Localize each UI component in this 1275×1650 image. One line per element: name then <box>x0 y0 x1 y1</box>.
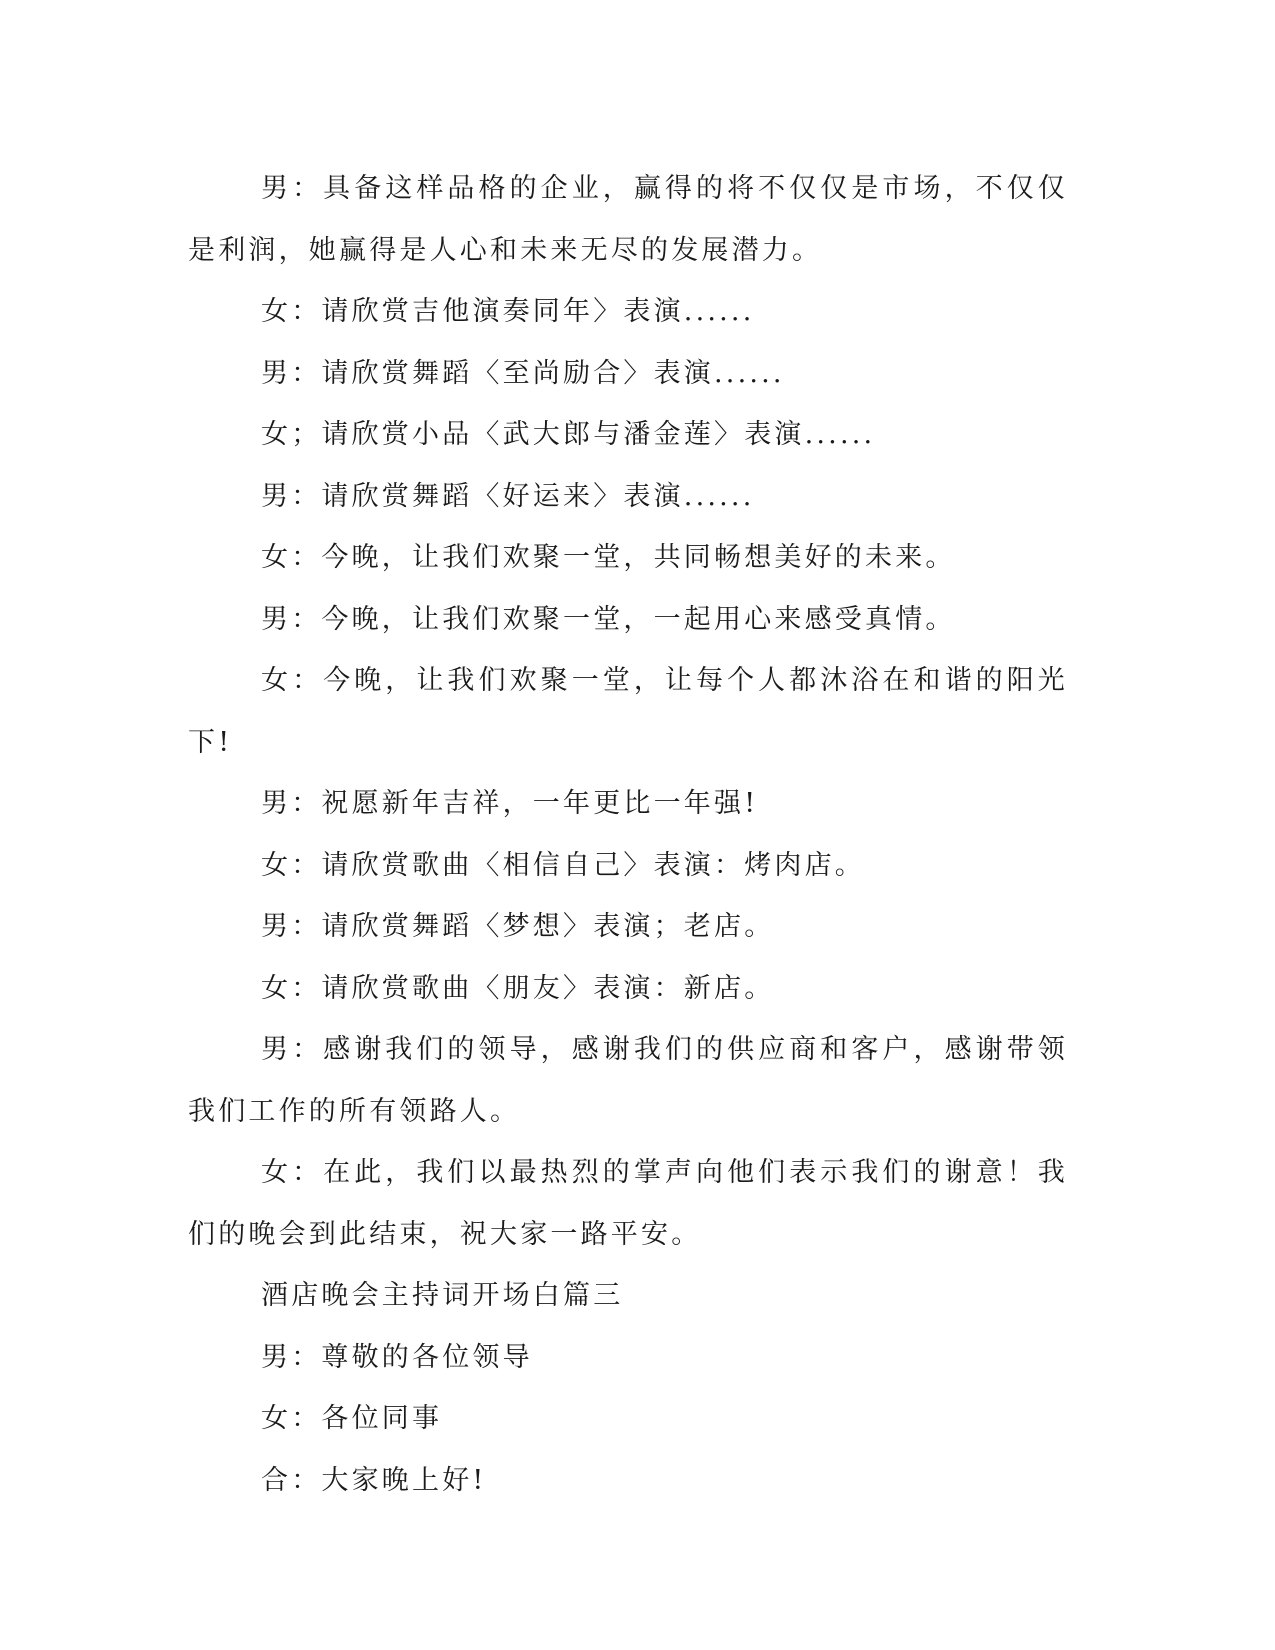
paragraph: 男：今晚，让我们欢聚一堂，一起用心来感受真情。 <box>261 603 956 635</box>
paragraph: 男：尊敬的各位领导 <box>261 1341 533 1373</box>
document-body <box>188 158 1068 1511</box>
paragraph: 女：请欣赏吉他演奏同年〉表演...... <box>261 296 755 327</box>
paragraph: 男：感谢我们的领导，感谢我们的供应商和客户，感谢带领我们工作的所有领路人。 <box>188 1034 1068 1127</box>
paragraph: 男：请欣赏舞蹈〈至尚励合〉表演...... <box>261 357 785 389</box>
paragraph: 男：祝愿新年吉祥，一年更比一年强! <box>261 788 759 819</box>
paragraph: 女：今晚，让我们欢聚一堂，让每个人都沐浴在和谐的阳光下! <box>188 665 1068 758</box>
paragraph: 男：具备这样品格的企业，赢得的将不仅仅是市场，不仅仅是利润，她赢得是人心和未来无尽的发展潜力。 <box>188 173 1068 266</box>
paragraph: 女：在此，我们以最热烈的掌声向他们表示我们的谢意！我们的晚会到此结束，祝大家一路平安。 <box>188 1157 1068 1250</box>
paragraph: 女；请欣赏小品〈武大郎与潘金莲〉表演...... <box>261 419 876 450</box>
paragraph: 女：各位同事 <box>261 1403 443 1434</box>
paragraph: 女：请欣赏歌曲〈朋友〉表演：新店。 <box>261 972 775 1004</box>
section-heading: 酒店晚会主持词开场白篇三 <box>261 1280 624 1311</box>
paragraph: 男：请欣赏舞蹈〈梦想〉表演；老店。 <box>261 911 775 942</box>
paragraph: 合：大家晚上好! <box>261 1464 487 1496</box>
paragraph: 女：请欣赏歌曲〈相信自己〉表演：烤肉店。 <box>261 849 865 881</box>
paragraph: 女：今晚，让我们欢聚一堂，共同畅想美好的未来。 <box>261 542 956 573</box>
paragraph: 男：请欣赏舞蹈〈好运来〉表演...... <box>261 480 755 512</box>
